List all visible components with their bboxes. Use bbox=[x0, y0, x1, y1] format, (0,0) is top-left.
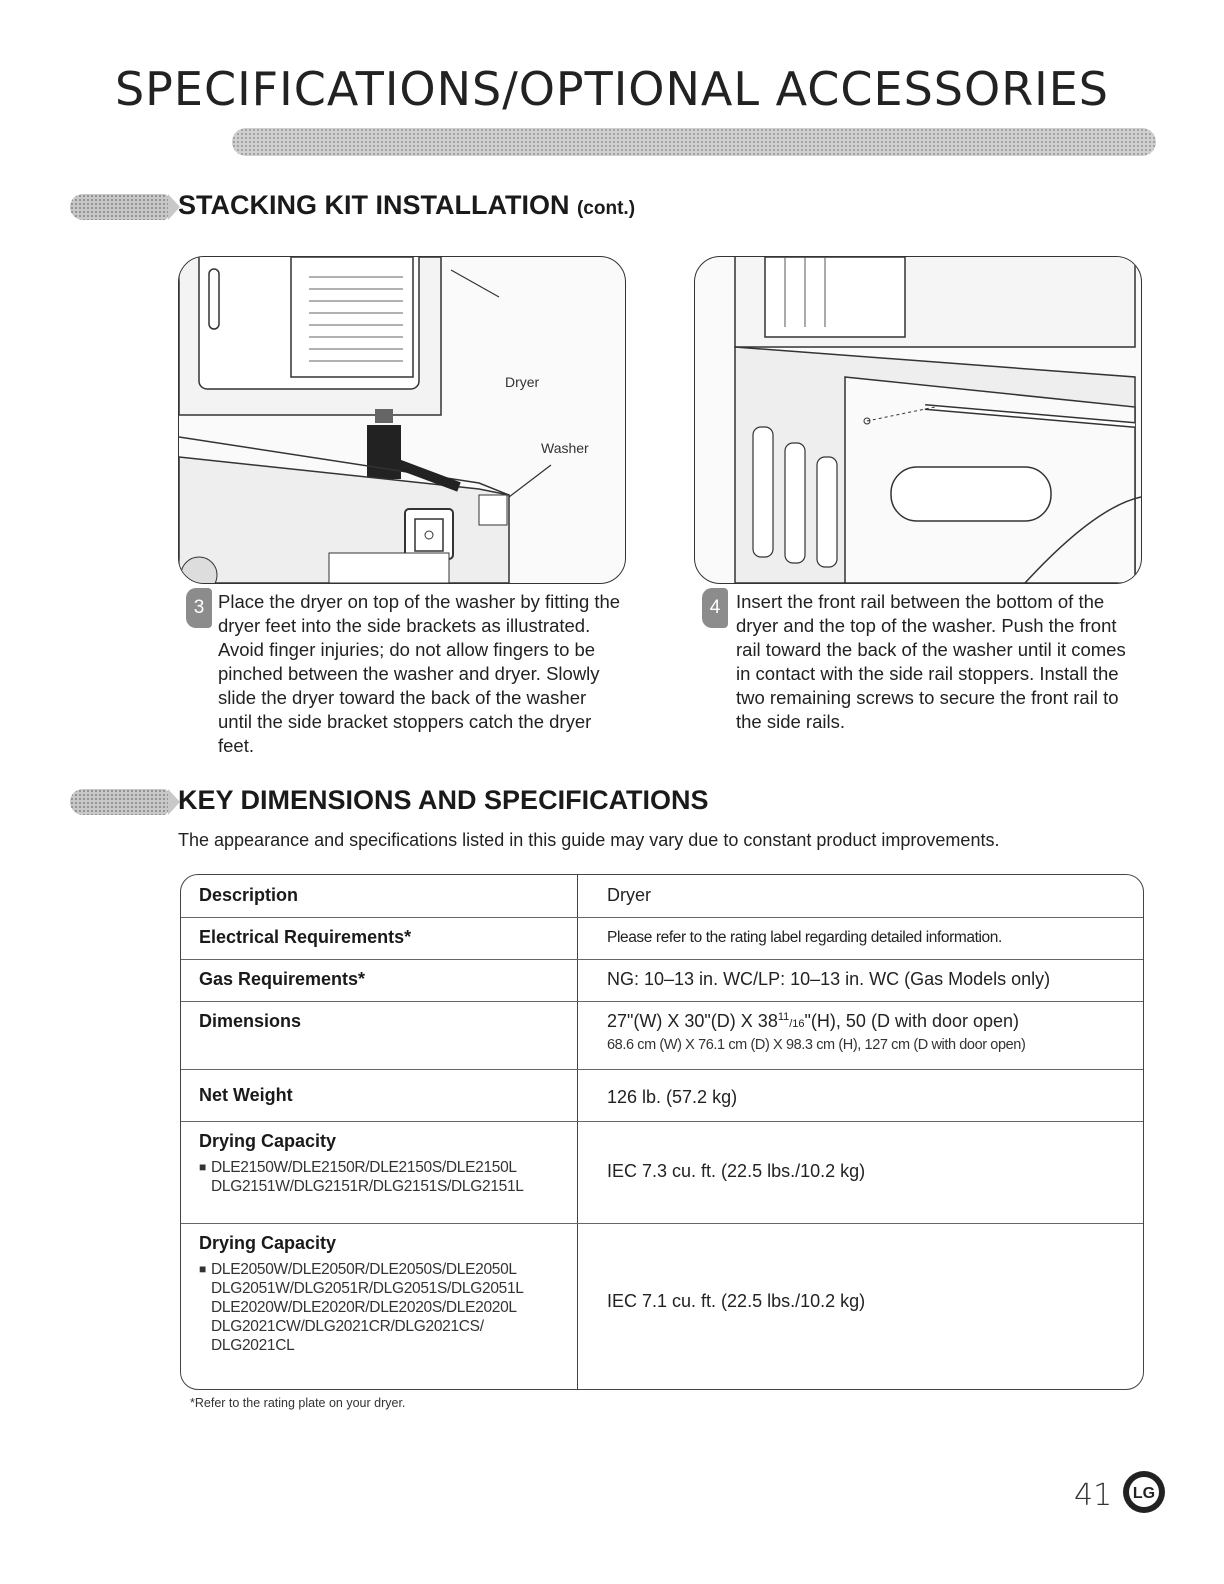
section-heading-stacking bbox=[178, 190, 635, 221]
row-label: Drying Capacity bbox=[199, 1131, 337, 1151]
table-row bbox=[181, 1121, 1143, 1224]
row-value: 126 lb. (57.2 kg) bbox=[607, 1087, 738, 1107]
table-row bbox=[181, 1069, 1143, 1122]
row-label: Net Weight bbox=[199, 1085, 293, 1105]
logo-text: LG bbox=[1132, 1485, 1156, 1502]
table-row bbox=[181, 1223, 1143, 1389]
row-value: IEC 7.1 cu. ft. (22.5 lbs./10.2 kg) bbox=[607, 1291, 866, 1311]
step-4-text: Insert the front rail between the bottom of the dryer and the top of the washer. Push the front rail toward the back of the washer until it comes in contact with the side rail stoppers. Install the two remaining screws to secure the front rail to the side rails. bbox=[736, 591, 1126, 732]
page-number: 41 bbox=[1074, 1478, 1113, 1513]
stacking-heading-suffix: (cont.) bbox=[576, 198, 636, 219]
model-line: DLG2151W/DLG2151R/DLG2151S/DLG2151L bbox=[211, 1178, 524, 1195]
row-value: Please refer to the rating label regarding detailed information. bbox=[607, 929, 1002, 946]
label-dryer: Dryer bbox=[505, 374, 540, 390]
step-3-text: Place the dryer on top of the washer by fitting the dryer feet into the side brackets as illustrated. Avoid finger injuries; do not allow fingers to be pinched between the washer and dryer. Slowly slide the dryer toward the back of the washer until the side bracket stoppers catch the dryer feet. bbox=[218, 591, 621, 756]
section-marker-stacking bbox=[70, 194, 168, 220]
table-footnote: *Refer to the rating plate on your dryer. bbox=[190, 1396, 406, 1410]
illustration-step-4 bbox=[694, 256, 1142, 584]
row-label: Drying Capacity bbox=[199, 1233, 337, 1253]
row-label-block bbox=[199, 1131, 569, 1196]
label-washer: Washer bbox=[541, 440, 589, 456]
row-value bbox=[607, 1011, 1137, 1053]
illustration-step-3 bbox=[178, 256, 626, 584]
specs-intro: The appearance and specifications listed in this guide may vary due to constant product improvements. bbox=[178, 830, 1000, 850]
dim-frac: /16 bbox=[789, 1018, 805, 1030]
lg-logo-icon bbox=[1122, 1470, 1166, 1514]
stacking-heading-text: STACKING KIT INSTALLATION bbox=[178, 190, 570, 220]
table-row bbox=[181, 959, 1143, 1002]
row-value: IEC 7.3 cu. ft. (22.5 lbs./10.2 kg) bbox=[607, 1161, 866, 1181]
dim-main: 27"(W) X 30"(D) X 38 bbox=[607, 1011, 778, 1031]
row-value: Dryer bbox=[607, 885, 651, 905]
step-3-badge: 3 bbox=[186, 588, 212, 628]
front-rail-drawing bbox=[695, 257, 1141, 583]
model-line: DLE2150W/DLE2150R/DLE2150S/DLE2150L bbox=[211, 1159, 517, 1176]
model-line: DLE2050W/DLE2050R/DLE2050S/DLE2050L bbox=[211, 1261, 517, 1278]
table-row bbox=[181, 1001, 1143, 1070]
table-row bbox=[181, 875, 1143, 918]
model-line: DLG2021CW/DLG2021CR/DLG2021CS/ bbox=[211, 1318, 484, 1335]
row-label: Electrical Requirements* bbox=[199, 927, 412, 947]
table-row bbox=[181, 917, 1143, 960]
dryer-on-washer-drawing bbox=[179, 257, 625, 583]
model-list: ■ DLE2150W/DLE2150R/DLE2150S/DLE2150L DLG2151W/DLG2151R/DLG2151S/DLG2151L bbox=[199, 1158, 569, 1196]
row-value: NG: 10–13 in. WC/LP: 10–13 in. WC (Gas Models only) bbox=[607, 969, 1051, 989]
dim-rest: "(H), 50 (D with door open) bbox=[804, 1011, 1020, 1031]
page-title: SPECIFICATIONS/OPTIONAL ACCESSORIES bbox=[114, 62, 1109, 116]
step-4-badge: 4 bbox=[702, 588, 728, 628]
section-marker-specs bbox=[70, 789, 168, 815]
model-line: DLG2021CL bbox=[211, 1337, 295, 1354]
dim-sup: 11 bbox=[777, 1011, 790, 1023]
model-line: DLE2020W/DLE2020R/DLE2020S/DLE2020L bbox=[211, 1299, 517, 1316]
dim-metric: 68.6 cm (W) X 76.1 cm (D) X 98.3 cm (H), 127 cm (D with door open) bbox=[607, 1037, 1026, 1053]
row-label: Description bbox=[199, 885, 299, 905]
model-list: ■ DLE2050W/DLE2050R/DLE2050S/DLE2050L DLG2051W/DLG2051R/DLG2051S/DLG2051L DLE2020W/DLE2020R/DLE2020S/DLE2020L DLG2021CW/DLG2021CR/DLG2021CS/ DLG2021CL bbox=[199, 1260, 569, 1355]
section-heading-specs: KEY DIMENSIONS AND SPECIFICATIONS bbox=[178, 785, 709, 815]
model-line: DLG2051W/DLG2051R/DLG2051S/DLG2051L bbox=[211, 1280, 524, 1297]
title-decor-bar bbox=[232, 128, 1156, 156]
row-label: Dimensions bbox=[199, 1011, 302, 1031]
row-label-block bbox=[199, 1233, 569, 1355]
spec-table bbox=[180, 874, 1144, 1390]
row-label: Gas Requirements* bbox=[199, 969, 366, 989]
